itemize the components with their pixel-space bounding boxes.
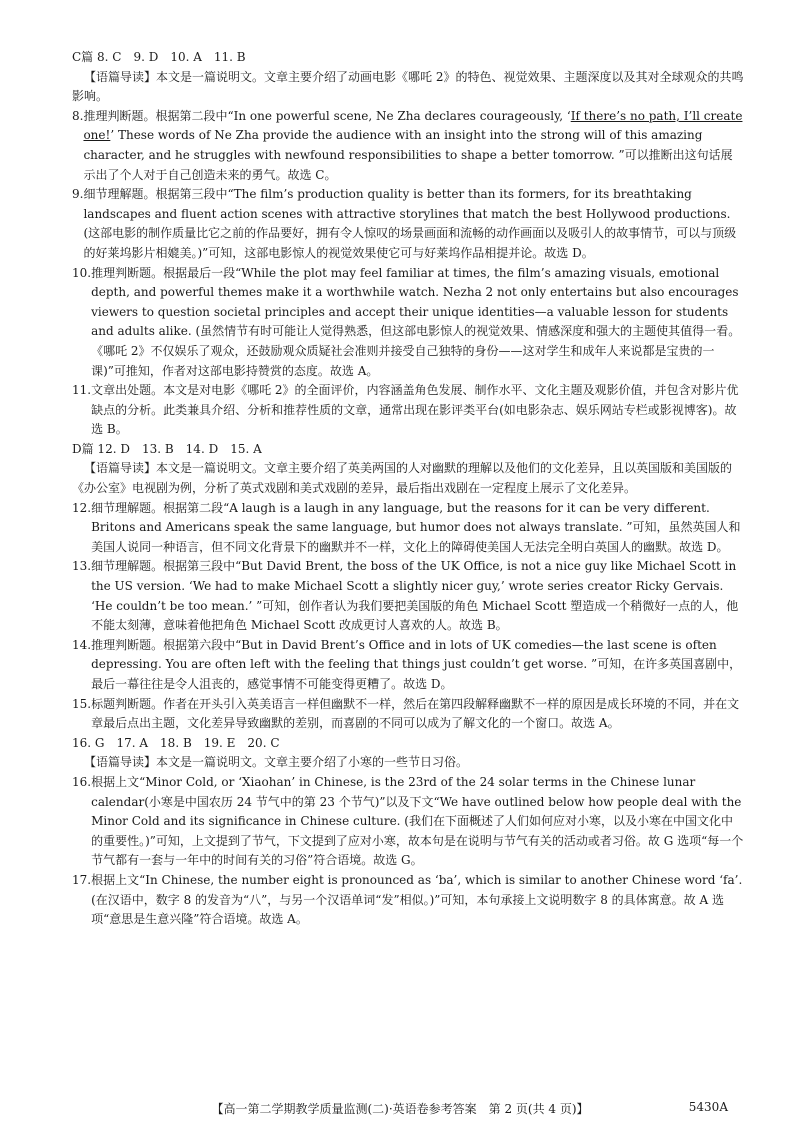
answer-item-11 [72,381,744,440]
item-number: 15. [72,696,92,711]
item-explanation: 根据上文“Minor Cold, or ‘Xiaohan’ in Chinese, is the 23rd of the 24 solar terms in the Chinese lunar calendar(小寒是中国农历 24 节气中的第 23 个节气)”以及下文“We have outlined below how people deal with the Minor Cold and its significance in Chinese culture. (我们在下面概述了人们如何应对小寒，以及小寒在中国文化中的重要性。)”可知，上文提到了节气，下文提到了应对小寒，故本句是在说明与节气有关的活动或者习俗。故 G 选项“每一个节气都有一套与一年中的时间有关的习俗”符合语境。故选 G。 [91,774,744,868]
item-explanation: 推理判断题。根据第六段中“But in David Brent’s Office and in lots of UK comedies—the last scene is often depressing. You are often left with the feeling that things just couldn’t get worse. ”可知，在许多英国喜剧中，最后一幕往往是令人沮丧的，感觉事情不可能变得更糟了。故选 D。 [91,637,742,691]
answer-item-12 [72,499,744,558]
answer-item-16 [72,773,744,871]
section-d-answers: D篇 12. D 13. B 14. D 15. A [72,441,262,456]
section-d-guide: 【语篇导读】本文是一篇说明文。文章主要介绍了英美两国的人对幽默的理解以及他们的文化差异，且以英国版和美国版的《办公室》电视剧为例，分析了英式戏剧和美式戏剧的差异，最后指出戏剧在一定程度上展示了文化差异。 [72,461,733,496]
item-explanation: 推理判断题。根据最后一段“While the plot may feel familiar at times, the film’s amazing visuals, emotional depth, and powerful themes make it a worthwhile watch. Nezha 2 not only entertains but also encourages viewers to question societal principles and accept their unique identities—a valuable lesson for students and adults alike. (虽然情节有时可能让人觉得熟悉，但这部电影惊人的视觉效果、情感深度和强大的主题使其值得一看。《哪吒 2》不仅娱乐了观众，还鼓励观众质疑社会准则并接受自己独特的身份——这对学生和成年人来说都是宝贵的一课)”可推知，作者对这部电影持赞赏的态度。故选 A。 [91,265,741,378]
answer-item-17 [72,871,744,930]
section-7x5-answers: 16. G 17. A 18. B 19. E 20. C [72,735,280,750]
answer-item-15 [72,695,744,734]
answer-item-9 [72,185,744,263]
section-c-guide: 【语篇导读】本文是一篇说明文。文章主要介绍了动画电影《哪吒 2》的特色、视觉效果、主题深度以及其对全球观众的共鸣影响。 [72,69,744,104]
item-number: 14. [72,637,92,652]
footer-code: 5430A [688,1100,728,1114]
item-text-post: ’ These words of Ne Zha provide the audience with an insight into the strong will of this amazing character, and he struggles with newfound responsibilities to shape a better tomorrow. ”可以推断出这句话展示出了个人对于自己创造未来的勇气。故选 C。 [83,128,733,182]
item-number: 10. [72,265,92,280]
footer-title: 【高一第二学期教学质量监测(二)·英语卷参考答案 第 2 页(共 4 页)】 [211,1102,589,1116]
underlined-quote: If there’s no path, I’ll create one! [83,108,743,143]
item-number: 11. [72,383,92,398]
section-c-answers: C篇 8. C 9. D 10. A 11. B [72,50,246,64]
answer-item-8 [72,107,744,185]
item-explanation [83,107,744,185]
item-number: 8. [72,108,84,123]
item-explanation: 文章出处题。本文是对电影《哪吒 2》的全面评价，内容涵盖角色发展、制作水平、文化主题及观影价值，并包含对影片优缺点的分析。此类兼具介绍、分析和推荐性质的文章，通常出现在影评类平台(如电影杂志、娱乐网站专栏或影视博客)。故选 B。 [91,383,739,437]
item-number: 9. [72,187,84,202]
section-7x5-guide: 【语篇导读】本文是一篇说明文。文章主要介绍了小寒的一些节日习俗。 [84,755,469,770]
item-explanation: 细节理解题。根据第三段中“But David Brent, the boss of the UK Office, is not a nice guy like Michael Scott in the US version. ‘We had to make Michael Scott a slightly nicer guy,’ wrote series creator Ricky Gervais. ‘He couldn’t be too mean.’ ”可知，创作者认为我们要把美国版的角色 Michael Scott 塑造成一个稍微好一点的人，他不能太刻薄，意味着他把角色 Michael Scott 改成更讨人喜欢的人。故选 B。 [91,559,739,633]
item-number: 16. [72,774,92,789]
item-number: 13. [72,559,92,574]
item-explanation: 细节理解题。根据第二段“A laugh is a laugh in any language, but the reasons for it can be very different. Britons and Americans speak the same language, but humor does not always translate. ”可知，虽然英国人和美国人说同一种语言，但不同文化背景下的幽默并不一样，文化上的障碍使美国人无法完全明白英国人的幽默。故选 D。 [91,500,741,554]
item-number: 12. [72,500,92,515]
item-explanation: 标题判断题。作者在开头引入英美语言一样但幽默不一样，然后在第四段解释幽默不一样的原因是成长环境的不同，并在文章最后点出主题，文化差异导致幽默的差别，而喜剧的不同可以成为了解文化的一个窗口。故选 A。 [91,696,740,731]
answer-item-14 [72,636,744,695]
item-text-pre: 推理判断题。根据第二段中“In one powerful scene, Ne Zha declares courageously, ‘ [83,108,571,123]
item-explanation: 细节理解题。根据第三段中“The film’s production quality is better than its formers, for its breathtaking landscapes and fluent action scenes with attractive storylines that match the best Hollywood productions. (这部电影的制作质量比它之前的作品要好，拥有令人惊叹的场景画面和流畅的动作画面以及吸引人的故事情节，可以与顶级的好莱坞影片相媲美。)”可知，这部电影惊人的视觉效果使它可与好莱坞作品相提并论。故选 D。 [83,187,737,260]
item-number: 17. [72,872,92,887]
item-explanation: 根据上文“In Chinese, the number eight is pronounced as ‘ba’, which is similar to another Chinese word ‘fa’. (在汉语中，数字 8 的发音为“八”，与另一个汉语单词“发”相似。)”可知，本句承接上文说明数字 8 的具体寓意。故 A 选项“意思是生意兴隆”符合语境。故选 A。 [91,872,743,927]
answer-item-13 [72,557,744,635]
answer-item-10 [72,264,744,382]
answer-content [72,48,744,930]
